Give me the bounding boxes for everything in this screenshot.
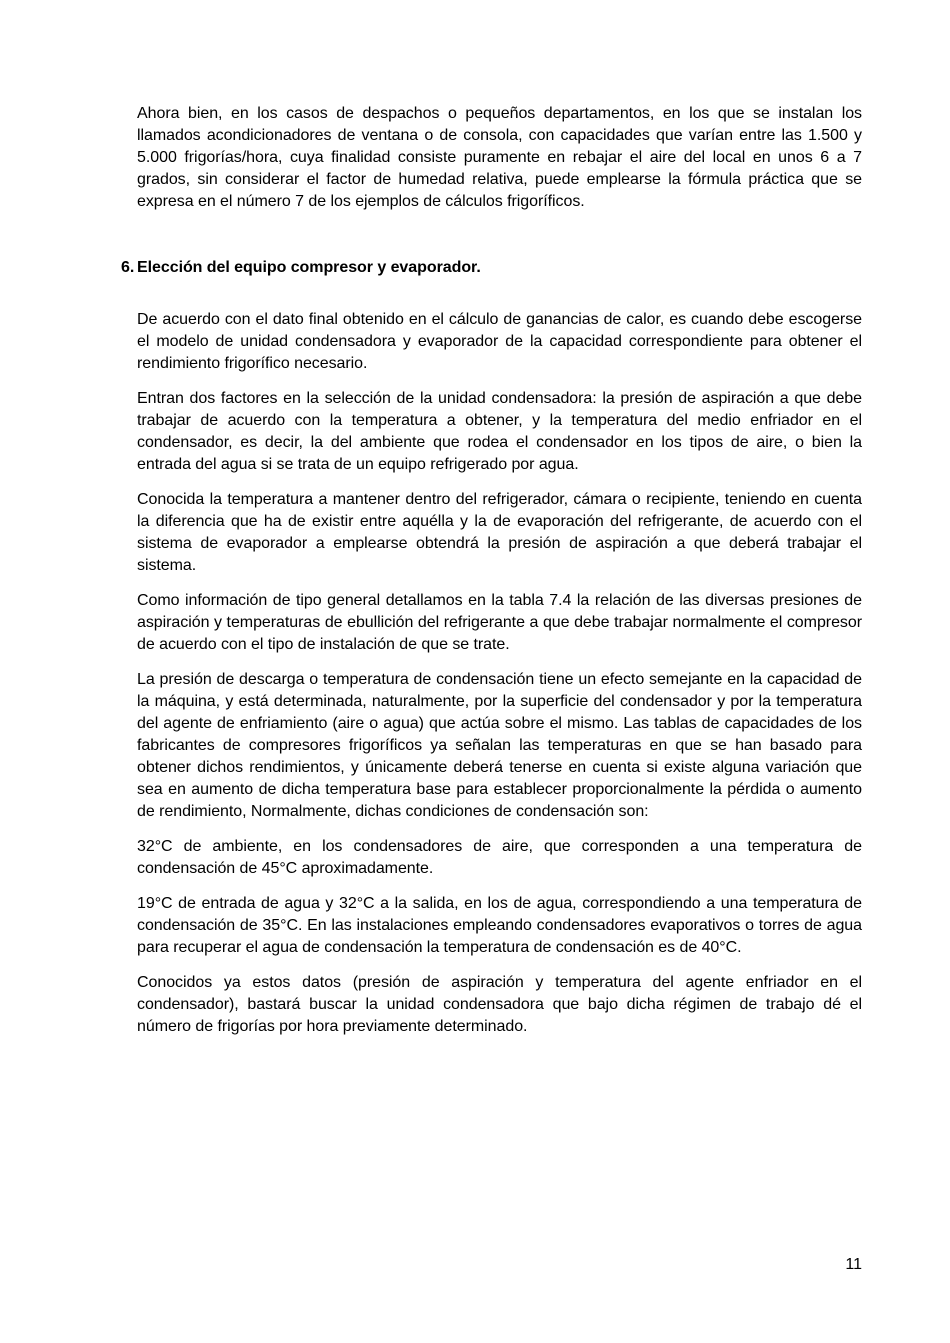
paragraph-conocidos-ya-estos-datos: Conocidos ya estos datos (presión de aspiración y temperatura del agente enfriador en el condensador), bastará buscar la unidad condensadora que bajo dicha régimen de trabajo dé el número de frigorías por hora previamente determinado. <box>137 974 862 1035</box>
paragraph-entran-dos-factores: Entran dos factores en la selección de la unidad condensadora: la presión de aspiración a que debe trabajar de acuerdo con la temperatura a obtener, y la temperatura del medio enfriador en el condensador, es decir, la del ambiente que rodea el condensador en los tipos de aire, o bien la entrada del agua si se trata de un equipo refrigerado por agua. <box>137 390 862 473</box>
heading-spacer-below <box>137 279 862 309</box>
page-number: 11 <box>845 1256 862 1273</box>
section-heading-number: 6. <box>121 259 135 276</box>
paragraph-19c-entrada-agua: 19°C de entrada de agua y 32°C a la salida, en los de agua, correspondiendo a una temperatura de condensación de 35°C. En las instalaciones empleando condensadores evaporativos o torres de agua para recuperar el agua de condensación la temperatura de condensación es de 40°C. <box>137 895 862 956</box>
paragraph-como-informacion: Como información de tipo general detallamos en la tabla 7.4 la relación de las diversas presiones de aspiración y temperaturas de ebullición del refrigerante a que debe trabajar normalmente el compresor de acuerdo con el tipo de instalación de que se trate. <box>137 592 862 653</box>
paragraph-de-acuerdo: De acuerdo con el dato final obtenido en el cálculo de ganancias de calor, es cuando debe escogerse el modelo de unidad condensadora y evaporador de la capacidad correspondiente para obtener el rendimiento frigorífico necesario. <box>137 311 862 372</box>
paragraph-32c-ambiente: 32°C de ambiente, en los condensadores de aire, que corresponden a una temperatura de condensación de 45°C aproximadamente. <box>137 838 862 877</box>
paragraph-ahora-bien: Ahora bien, en los casos de despachos o pequeños departamentos, en los que se instalan los llamados acondicionadores de ventana o de consola, con capacidades que varían entre las 1.500 y 5.000 frigorías/hora, cuya finalidad consiste puramente en rebajar el aire del local en unos 6 a 7 grados, sin considerar el factor de humedad relativa, puede emplearse la fórmula práctica que se expresa en el número 7 de los ejemplos de cálculos frigoríficos. <box>137 105 862 210</box>
paragraph-conocida-la-temperatura: Conocida la temperatura a mantener dentro del refrigerador, cámara o recipiente, teniendo en cuenta la diferencia que ha de existir entre aquélla y la de evaporación del refrigerante, de acuerdo con el sistema de evaporador a emplearse obtendrá la presión de aspiración a que deberá trabajar el sistema. <box>137 491 862 574</box>
paragraph-la-presion-de-descarga: La presión de descarga o temperatura de condensación tiene un efecto semejante en la capacidad de la máquina, y está determinada, naturalmente, por la superficie del condensador y por la temperatura del agente de enfriamiento (aire o agua) que actúa sobre el mismo. Las tablas de capacidades de los fabricantes de compresores frigoríficos ya señalan las temperaturas en que se han basado para obtener dichos rendimientos, y únicamente deberá tenerse en cuenta si existe alguna variación que sea en aumento de dicha temperatura base para establecer proporcionalmente la pérdida o aumento de rendimiento, Normalmente, dichas condiciones de condensación son: <box>137 671 862 820</box>
section-heading-6 <box>121 257 862 279</box>
page-content <box>121 103 862 1038</box>
heading-spacer-above <box>137 226 862 257</box>
section-heading-text: Elección del equipo compresor y evaporador. <box>137 259 481 276</box>
